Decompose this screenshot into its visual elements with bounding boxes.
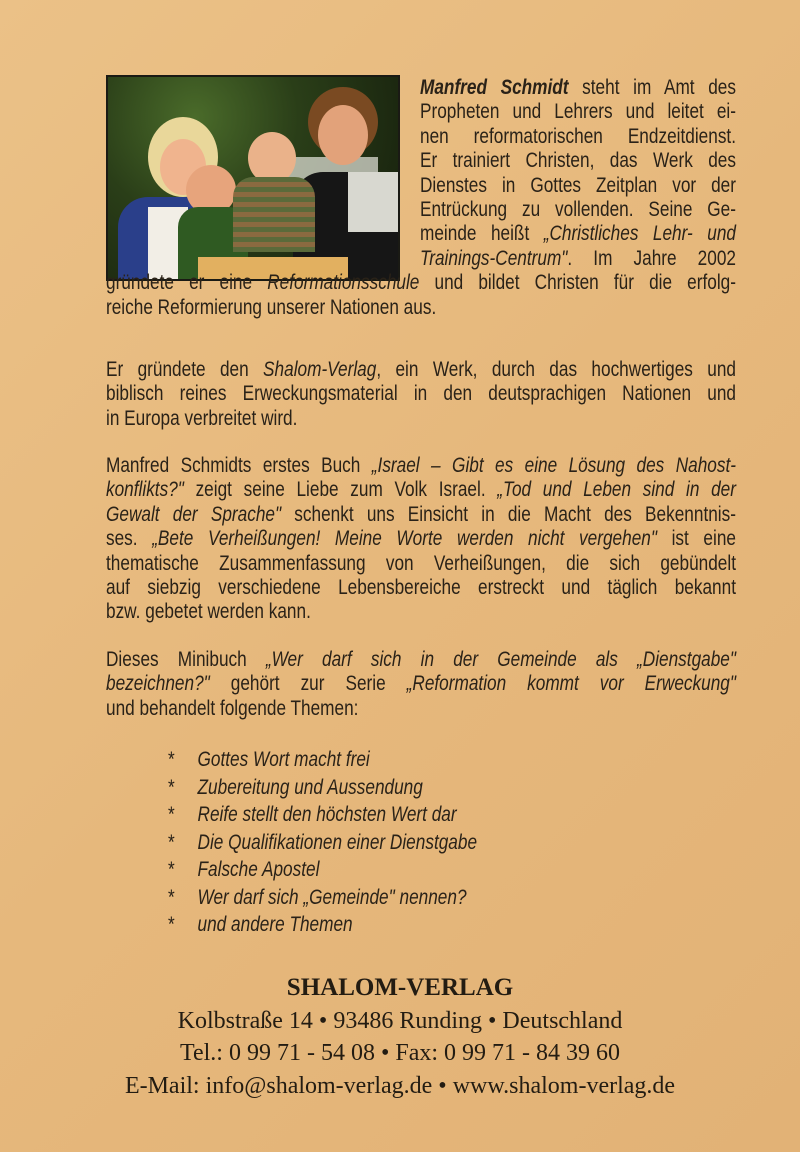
text-segment: Entrückung zu vollenden. Seine Ge- <box>420 197 736 221</box>
topic-label: Wer darf sich „Gemeinde" nennen? <box>197 885 467 909</box>
text-segment: und behandelt folgende Themen: <box>106 696 359 720</box>
text-line <box>420 100 736 124</box>
text-segment: auf siebzig verschiedene Lebensbereiche erstreckt und täglich bekannt <box>106 575 736 599</box>
paragraph-2 <box>106 358 736 431</box>
text-line <box>106 407 736 431</box>
topic-label: und andere Themen <box>197 913 353 936</box>
text-segment: Dienstes in Gottes Zeitplan vor der <box>420 173 736 197</box>
text-segment: schenkt uns Einsicht in die Macht des Bekenntnis- <box>281 502 736 526</box>
topic-item <box>168 801 477 829</box>
text-line <box>420 222 736 246</box>
text-segment: Er trainiert Christen, das Werk des <box>420 149 736 173</box>
text-segment: . Im Jahre 2002 <box>567 246 736 270</box>
text-line <box>106 552 736 576</box>
italic-text: „Bete Verheißungen! Meine Worte werden nicht vergehen" <box>152 527 657 551</box>
italic-text: Shalom-Verlag <box>263 358 377 381</box>
text-segment: reiche Reformierung unserer Nationen aus. <box>106 295 437 319</box>
italic-text: konflikts?" <box>106 478 184 502</box>
text-line <box>106 382 736 406</box>
author-name: Manfred Schmidt <box>420 76 569 99</box>
text-segment: biblisch reines Erweckungsmaterial in den deutsprachigen Nationen und <box>106 382 736 406</box>
text-line <box>106 296 736 320</box>
text-line <box>106 697 736 721</box>
topic-list <box>168 746 545 939</box>
text-segment: gründete er eine <box>106 271 268 295</box>
text-segment: Dieses Minibuch <box>106 648 266 671</box>
text-segment: thematische Zusammenfassung von Verheißungen, die sich gebündelt <box>106 551 736 575</box>
asterisk-bullet-icon: * <box>168 858 175 881</box>
italic-text: „Wer darf sich in der Gemeinde als „Dienstgabe" <box>265 648 736 671</box>
publisher-phone: Tel.: 0 99 71 - 54 08 • Fax: 0 99 71 - 84 39 60 <box>179 1040 621 1066</box>
text-line <box>106 271 736 295</box>
text-line <box>420 149 736 173</box>
text-line <box>106 503 736 527</box>
text-segment: Er gründete den <box>106 358 264 381</box>
topic-item <box>168 856 477 884</box>
asterisk-bullet-icon: * <box>168 803 175 826</box>
paragraph-4 <box>106 648 736 721</box>
text-line <box>106 478 736 502</box>
paragraph-1 <box>106 271 736 320</box>
text-line <box>420 247 736 271</box>
publisher-web: E-Mail: info@shalom-verlag.de • www.shalom-verlag.de <box>124 1073 676 1099</box>
text-line <box>420 198 736 222</box>
text-line <box>420 125 736 149</box>
italic-text: „Tod und Leben sind in der <box>497 478 736 502</box>
topic-item <box>168 911 477 939</box>
text-segment: nen reformatorischen Endzeitdienst. <box>420 124 736 148</box>
text-segment: ist eine <box>656 527 736 551</box>
asterisk-bullet-icon: * <box>168 748 175 771</box>
text-segment: Propheten und Lehrers und leitet ei- <box>420 100 736 124</box>
text-segment: bzw. gebetet werden kann. <box>106 600 311 624</box>
italic-text: „Israel – Gibt es eine Lösung des Nahost- <box>371 454 737 477</box>
topic-label: Falsche Apostel <box>197 858 320 881</box>
paragraph-1 <box>420 76 736 271</box>
topic-label: Zubereitung und Aussendung <box>197 775 423 799</box>
text-segment: , ein Werk, durch das hochwertiges und <box>376 358 736 381</box>
text-line <box>106 576 736 600</box>
topic-label: Gottes Wort macht frei <box>197 748 370 771</box>
asterisk-bullet-icon: * <box>168 830 175 854</box>
text-line <box>106 672 736 696</box>
text-segment: meinde heißt <box>420 222 544 246</box>
text-line <box>106 600 736 624</box>
family-photo <box>106 75 400 281</box>
asterisk-bullet-icon: * <box>168 775 175 799</box>
topic-item <box>168 829 477 857</box>
italic-text: bezeichnen?" <box>106 672 210 696</box>
asterisk-bullet-icon: * <box>168 885 175 909</box>
text-line <box>420 174 736 198</box>
topic-item <box>168 746 477 774</box>
topic-item <box>168 884 477 912</box>
text-segment: zeigt seine Liebe zum Volk Israel. <box>183 478 498 502</box>
asterisk-bullet-icon: * <box>168 913 175 936</box>
topic-item <box>168 774 477 802</box>
text-segment: Manfred Schmidts erstes Buch <box>106 454 372 477</box>
publisher-address: Kolbstraße 14 • 93486 Runding • Deutschland <box>177 1008 623 1034</box>
text-line <box>420 76 736 100</box>
italic-text: „Reformation kommt vor Erweckung" <box>406 672 736 696</box>
text-segment: und bildet Christen für die erfolg- <box>419 271 736 295</box>
text-line <box>106 358 736 382</box>
paragraph-3 <box>106 454 736 625</box>
text-segment: ses. <box>106 527 153 551</box>
italic-text: Reformationsschule <box>267 271 420 295</box>
text-line <box>106 527 736 551</box>
text-segment: gehört zur Serie <box>209 672 407 696</box>
publisher-name: SHALOM-VERLAG <box>286 974 514 1001</box>
italic-text: „Christliches Lehr- und <box>543 222 736 246</box>
italic-text: Trainings-Centrum" <box>420 246 568 270</box>
topic-label: Reife stellt den höchsten Wert dar <box>197 803 457 826</box>
text-line <box>106 454 736 478</box>
text-line <box>106 648 736 672</box>
italic-text: Gewalt der Sprache" <box>106 502 282 526</box>
topic-label: Die Qualifikationen einer Dienstgabe <box>197 830 478 854</box>
text-segment: steht im Amt des <box>568 76 736 99</box>
text-segment: in Europa verbreitet wird. <box>106 406 298 430</box>
